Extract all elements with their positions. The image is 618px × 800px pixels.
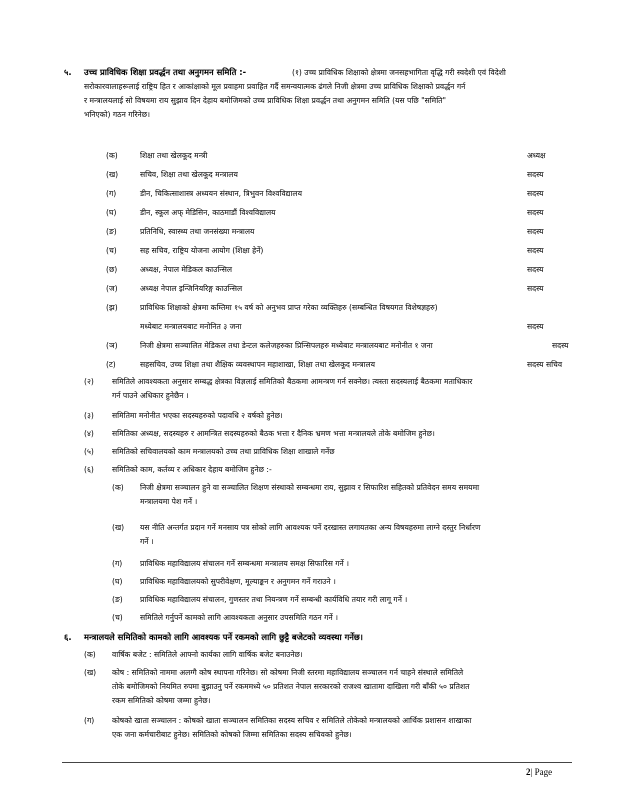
member-name: डीन, स्कूल अफ् मेडिसिन, काठमाडौं विश्वविद्यालय (140, 208, 276, 217)
footer-divider (62, 762, 572, 763)
member-role: सदस्य (527, 170, 544, 179)
member-role: सदस्य (552, 341, 569, 350)
clause-mark: (ग) (84, 716, 95, 725)
member-name: मध्येबाट मन्त्रालयबाट मनोनित ३ जना (140, 322, 242, 331)
clause-mark: (क) (84, 650, 96, 659)
member-mark: (झ) (106, 303, 118, 312)
duty-text: मन्त्रालयमा पेश गर्ने । (140, 497, 198, 506)
member-name: शिक्षा तथा खेलकूद मन्त्री (140, 151, 208, 160)
member-role: सदस्य (527, 246, 544, 255)
section-5-title: उच्च प्राविधिक शिक्षा प्रवर्द्धन तथा अनुगमन समिति :- (84, 67, 247, 77)
duty-text: निजी क्षेत्रमा सञ्चालन हुने वा सञ्चालित शिक्षण संस्थाको सम्बन्धमा राय, सुझाव र सिफारिश सहितको प्रतिवेदन समय समयमा (140, 483, 480, 492)
section-6-title: मन्त्रालयले समितिको कामको लागि आवश्यक पर्ने रकमको लागि छुट्टै बजेटको व्यवस्था गर्नेछ। (84, 632, 363, 642)
page-label: Page (534, 767, 553, 777)
clause-text: कोष : समितिको नाममा अलग्गै कोष स्थापना गरिनेछ। सो कोषमा निजी स्तरमा महाविद्यालय सञ्चालन गर्न चाहने संस्थाले समितिले (112, 668, 464, 677)
duty-mark: (घ) (112, 577, 123, 586)
clause-text: रकम समितिको कोषमा जम्मा हुनेछ। (112, 696, 211, 705)
member-mark: (ज) (106, 284, 118, 293)
member-mark: (ट) (106, 360, 116, 369)
section-6-number: ६. (64, 632, 72, 642)
member-role: सदस्य (527, 265, 544, 274)
member-name: प्राविधिक शिक्षाको क्षेत्रमा कम्तिमा १५ वर्ष को अनुभव प्राप्त गरेका व्यक्तिहरु (सम्बन्धित विषयगत विशेषज्ञहरु) (140, 303, 438, 312)
duty-text: समितिले गर्नुपर्ने कामको लागि आवश्यकता अनुसार उपसमिति गठन गर्ने । (140, 613, 338, 622)
member-mark: (च) (106, 246, 117, 255)
clause-mark: (५) (84, 447, 94, 456)
member-name: सह सचिव, राष्ट्रिय योजना आयोग (शिक्षा हेर्ने) (140, 246, 264, 255)
page-separator: | (530, 767, 533, 777)
member-name: निजी क्षेत्रमा सञ्चालित मेडिकल तथा डेन्टल कलेजहरुका प्रिन्सिपलहरु मध्येबाट मन्त्रालयबाट मनोनीत १ जना (140, 341, 433, 350)
duty-text: प्राविधिक महाविद्यालय संचालन गर्ने सम्बन्धमा मन्त्रालय समक्ष सिफारिस गर्ने । (140, 559, 350, 568)
section-5-text: र मन्त्रालयलाई सो विषयमा राय सुझाव दिन देहाय बमोजिमको उच्च प्राविधिक शिक्षा प्रवर्द्धन तथा अनुगमन समिति (यस पछि "समिति" (84, 96, 446, 105)
duty-mark: (ङ) (112, 595, 123, 604)
member-mark: (ञ) (106, 341, 118, 350)
clause-text: गर्न पाउने अधिकार हुनेछैन । (112, 391, 189, 400)
clause-text: तोके बमोजिमको नियमित रुपमा बुझाउनु पर्ने रकममध्ये ५० प्रतिशत नेपाल सरकारको राजश्व खातामा दाखिला गरी बाँकी ५० प्रतिशत (112, 682, 470, 691)
duty-mark: (ख) (112, 523, 125, 532)
duty-text: प्राविधिक महाविद्यालयको सुपरीवेक्षण, मूल्याङ्कन र अनुगमन गर्ने गराउने । (140, 577, 336, 586)
member-name: प्रतिनिधि, स्वास्थ्य तथा जनसंख्या मन्त्रालय (140, 227, 255, 236)
member-role: सदस्य सचिव (527, 360, 563, 369)
member-mark: (ङ) (106, 227, 117, 236)
member-role: सदस्य (527, 322, 544, 331)
member-role: सदस्य (527, 284, 544, 293)
duty-text: प्राविधिक महाविद्यालय संचालन, गुणस्तर तथा नियन्त्रण गर्ने सम्बन्धी कार्यविधि तयार गरी लागू गर्ने । (140, 595, 408, 604)
clause-mark: (४) (84, 429, 94, 438)
member-role: सदस्य (527, 208, 544, 217)
clause-mark: (ख) (84, 668, 97, 677)
member-mark: (क) (106, 151, 118, 160)
member-role: सदस्य (527, 227, 544, 236)
section-5-text: भनिएको) गठन गरिनेछ। (84, 110, 150, 119)
member-mark: (घ) (106, 208, 117, 217)
clause-text: समितिको सचिवालयको काम मन्त्रालयको उच्च तथा प्राविधिक शिक्षा शाखाले गर्नेछ (112, 447, 335, 456)
clause-text: समितिको काम, कर्तव्य र अधिकार देहाय बमोजिम हुनेछ :- (112, 465, 272, 474)
member-role: सदस्य (527, 189, 544, 198)
clause-mark: (६) (84, 465, 94, 474)
member-name: सचिव, शिक्षा तथा खेलकूद मन्त्रालय (140, 170, 238, 179)
clause-text: कोषको खाता सञ्चालन : कोषको खाता सञ्चालन समितिका सदस्य सचिव र समितिले तोकेको मन्त्रालयको आर्थिक प्रशासन शाखाका (112, 716, 472, 725)
member-name: सहसचिव, उच्च शिक्षा तथा शैक्षिक व्यवस्थापन महाशाखा, शिक्षा तथा खेलकूद मन्त्रालय (140, 360, 376, 369)
member-mark: (छ) (106, 265, 118, 274)
member-role: अध्यक्ष (527, 151, 546, 160)
duty-text: यस नीति अन्तर्गत प्रदान गर्ने मनसाय पत्र सोको लागि आवश्यक पर्ने दरखास्त लगायतका अन्य विषयहरुमा लाग्ने दस्तुर निर्धारण (140, 523, 481, 532)
member-mark: (ख) (106, 170, 119, 179)
member-name: डीन, चिकित्साशास्त्र अध्ययन संस्थान, त्रिभुवन विश्वविद्यालय (140, 189, 302, 198)
member-name: अध्यक्ष, नेपाल मेडिकल काउन्सिल (140, 265, 233, 274)
section-5-text: (१) उच्च प्राविधिक शिक्षाको क्षेत्रमा जनसहभागिता वृद्धि गरी स्वदेशी एवं विदेशी (292, 68, 506, 77)
section-5-text: सरोकारवालाहरूलाई राष्ट्रिय हित र आकांक्षाको मूल प्रवाहमा प्रवाहित गर्दै समन्वयात्मक ढंगले निजी क्षेत्रमा उच्च प्राविधिक शिक्षाको प्रवर्द्धन गर्न (84, 82, 466, 91)
page-number-value: 2 (526, 767, 531, 777)
clause-text: समितिमा मनोनीत भएका सदस्यहरुको पदावधि २ वर्षको हुनेछ। (112, 411, 283, 420)
clause-text: समितिका अध्यक्ष, सदस्यहरु र आमन्त्रित सदस्यहरुको बैठक भत्ता र दैनिक भ्रमण भत्ता मन्त्रालयले तोके बमोजिम हुनेछ। (112, 429, 435, 438)
clause-text: वार्षिक बजेट : समितिले आफ्नो कार्यका लागि वार्षिक बजेट बनाउनेछ। (112, 650, 303, 659)
duty-text: गर्ने । (140, 537, 154, 546)
duty-mark: (च) (112, 613, 123, 622)
section-5-number: ५. (64, 67, 72, 77)
duty-mark: (क) (112, 483, 124, 492)
clause-text: एक जना कर्मचारीबाट हुनेछ। समितिको कोषको जिम्मा समितिका सदस्य सचिवको हुनेछ। (112, 730, 352, 739)
member-mark: (ग) (106, 189, 117, 198)
page-number (526, 767, 552, 777)
clause-mark: (२) (84, 377, 94, 386)
member-name: अध्यक्ष नेपाल इन्जिनियरिङ्ग काउन्सिल (140, 284, 243, 293)
clause-mark: (३) (84, 411, 94, 420)
clause-text: समितिले आवश्यकता अनुसार सम्बद्ध क्षेत्रका विज्ञलाई समितिको बैठकमा आमन्त्रण गर्न सक्नेछ। त्यस्ता सदस्यलाई बैठकमा मताधिकार (112, 377, 473, 386)
duty-mark: (ग) (112, 559, 123, 568)
